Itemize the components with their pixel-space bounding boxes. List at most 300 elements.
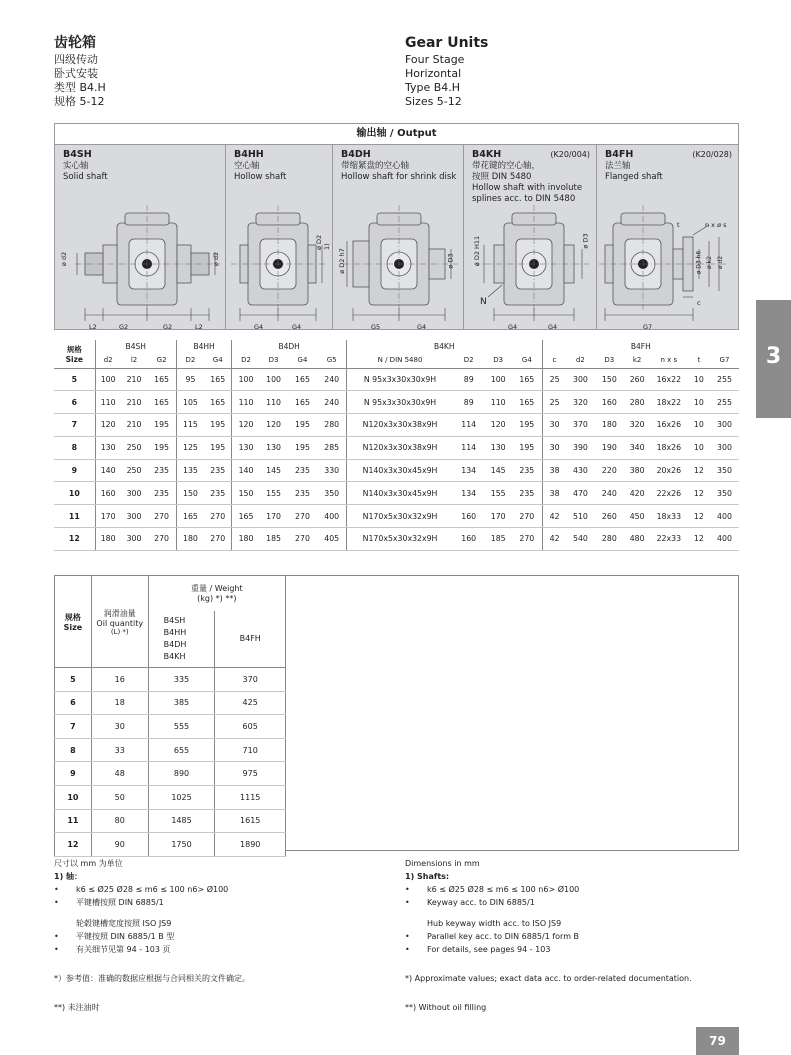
desc-cn: 带花键的空心轴，: [472, 161, 541, 171]
group-header: B4SH: [95, 340, 176, 352]
group-a-item: B4HH: [163, 627, 187, 637]
group-a-item: B4SH: [163, 615, 186, 625]
size-cell: 6: [55, 691, 92, 715]
weight-header-text: 重量 / Weight: [190, 584, 243, 594]
table-row: [55, 809, 286, 833]
dim-label: G7: [643, 323, 653, 331]
dim-label: ø d2: [212, 251, 221, 267]
dim-label: ø d2: [717, 255, 725, 270]
table-cell: 100: [232, 368, 260, 391]
table-row: [55, 738, 286, 762]
table-cell: 180: [232, 528, 260, 551]
dim-label: ø D3 h6: [695, 250, 703, 275]
table-cell: 165: [204, 368, 232, 391]
note-item: • k6 ≤ Ø25 Ø28 ≤ m6 ≤ 100 n6> Ø100: [54, 885, 229, 894]
table-cell: 235: [512, 459, 542, 482]
desc-en: Flanged shaft: [605, 172, 663, 182]
table-cell: 18x26: [650, 436, 688, 459]
table-cell: 710: [215, 738, 286, 762]
dim-label: G4: [548, 323, 558, 331]
weight-header-unit: (kg) *) **): [197, 594, 237, 604]
table-cell: 100: [260, 368, 288, 391]
table-cell: 20x26: [650, 459, 688, 482]
table-cell: 150: [176, 482, 204, 505]
table-cell: 280: [318, 414, 347, 437]
table-cell: 30: [542, 436, 566, 459]
panel-code: B4HH: [234, 149, 264, 160]
table-cell: 165: [232, 505, 260, 528]
panel-b4sh: [55, 145, 226, 330]
panel-code: B4FH: [605, 149, 634, 160]
table-row: [54, 436, 739, 459]
table-cell: 18: [91, 691, 148, 715]
table-cell: 255: [710, 368, 739, 391]
table-cell: 155: [260, 482, 288, 505]
column-header: D2: [232, 352, 260, 368]
table-cell: 195: [287, 436, 317, 459]
table-cell: 510: [567, 505, 595, 528]
dim-label: N: [480, 297, 487, 307]
note-text: 平键槽按照 DIN 6885/1: [76, 898, 164, 907]
table-cell: 16: [91, 668, 148, 692]
note-item: • Parallel key acc. to DIN 6885/1 form B: [405, 932, 580, 941]
unit-note: 尺寸以 mm 为单位: [54, 859, 123, 868]
star-note-2: **) Without oil filling: [405, 1003, 487, 1012]
table-cell: 255: [710, 391, 739, 414]
star-note-1: *) Approximate values; exact data acc. to order-related documentation.: [405, 974, 692, 983]
table-cell: 165: [512, 391, 542, 414]
table-cell: 270: [287, 528, 317, 551]
table-cell: 120: [95, 414, 121, 437]
table-cell: 270: [512, 505, 542, 528]
table-cell: 250: [121, 436, 148, 459]
panel-desc: [605, 161, 663, 183]
table-cell: 18x33: [650, 505, 688, 528]
table-cell: 10: [688, 414, 710, 437]
desc-en: Hollow shaft: [234, 172, 287, 182]
note-text: k6 ≤ Ø25 Ø28 ≤ m6 ≤ 100 n6> Ø100: [427, 885, 580, 894]
table-cell: 250: [121, 459, 148, 482]
table-cell: 240: [594, 482, 624, 505]
table-cell: 320: [567, 391, 595, 414]
subtitle-cn-4: 规格 5-12: [54, 95, 105, 108]
table-cell: 120: [232, 414, 260, 437]
subtitle-cn-3: 类型 B4.H: [54, 81, 106, 94]
column-header: N / DIN 5480: [346, 352, 453, 368]
note-item: • 有关细节见第 94 - 103 页: [54, 945, 171, 954]
subtitle-en-1: Four Stage: [405, 53, 465, 66]
table-cell: 1615: [215, 809, 286, 833]
table-cell: 1750: [148, 833, 215, 857]
panel-b4hh: [226, 145, 333, 330]
table-cell: 260: [594, 505, 624, 528]
table-cell: 110: [232, 391, 260, 414]
table-cell: 42: [542, 505, 566, 528]
table-cell: 160: [95, 482, 121, 505]
table-cell: 190: [594, 436, 624, 459]
table-cell: 370: [567, 414, 595, 437]
table-cell: 540: [567, 528, 595, 551]
dim-label: G4: [417, 323, 427, 331]
table-cell: 240: [318, 368, 347, 391]
table-cell: 22x33: [650, 528, 688, 551]
table-cell: 235: [147, 482, 176, 505]
size-cell: 5: [54, 368, 95, 391]
table-cell: 370: [215, 668, 286, 692]
table-cell: 300: [710, 414, 739, 437]
note-text: Keyway acc. to DIN 6885/1: [427, 898, 535, 907]
table-cell: 185: [484, 528, 512, 551]
weight-header: [148, 576, 285, 611]
table-cell: 605: [215, 715, 286, 739]
table-cell: 350: [318, 482, 347, 505]
table-cell: 195: [147, 414, 176, 437]
group-header: B4DH: [232, 340, 347, 352]
size-header: [54, 340, 95, 368]
table-cell: 140: [95, 459, 121, 482]
table-cell: 975: [215, 762, 286, 786]
table-cell: 1025: [148, 785, 215, 809]
table-cell: 115: [176, 414, 204, 437]
header-cn: [54, 34, 106, 109]
table-cell: 160: [594, 391, 624, 414]
table-cell: 165: [147, 368, 176, 391]
group-header: B4HH: [176, 340, 232, 352]
panel-desc: [472, 161, 582, 205]
table-cell: 95: [176, 368, 204, 391]
table-cell: N120x3x30x38x9H: [346, 436, 453, 459]
table-cell: 1115: [215, 785, 286, 809]
group-b-header: B4FH: [215, 611, 286, 668]
note-text: Parallel key acc. to DIN 6885/1 form B: [427, 932, 580, 941]
table-cell: 350: [710, 482, 739, 505]
panel-code: B4DH: [341, 149, 371, 160]
table-row: [55, 715, 286, 739]
size-cell: 8: [55, 738, 92, 762]
table-cell: 130: [484, 436, 512, 459]
table-cell: 210: [121, 391, 148, 414]
table-cell: 555: [148, 715, 215, 739]
table-cell: 42: [542, 528, 566, 551]
size-cell: 9: [55, 762, 92, 786]
column-header: d2: [95, 352, 121, 368]
desc-cn: 实心轴: [63, 161, 89, 171]
weight-table: [54, 575, 286, 857]
table-cell: N140x3x30x45x9H: [346, 459, 453, 482]
table-row: [55, 762, 286, 786]
table-row: [55, 691, 286, 715]
table-row: [54, 391, 739, 414]
title-cn: 齿轮箱: [54, 35, 96, 51]
table-cell: 235: [512, 482, 542, 505]
size-header-en: Size: [63, 622, 83, 632]
dim-label: ø k2: [705, 256, 713, 269]
table-cell: 160: [453, 505, 484, 528]
dim-label: n x ø s: [705, 221, 727, 229]
table-row: [54, 414, 739, 437]
dim-label: c: [697, 299, 701, 307]
table-cell: N170x5x30x32x9H: [346, 505, 453, 528]
table-cell: 170: [484, 505, 512, 528]
weight-table-blank-area: [286, 575, 739, 851]
table-cell: 180: [95, 528, 121, 551]
table-cell: N 95x3x30x30x9H: [346, 368, 453, 391]
table-cell: 185: [260, 528, 288, 551]
table-cell: 38: [542, 482, 566, 505]
table-cell: 300: [121, 482, 148, 505]
table-cell: 235: [147, 459, 176, 482]
size-cell: 6: [54, 391, 95, 414]
star-note-2: **) 未注油时: [54, 1003, 100, 1012]
column-header: G2: [147, 352, 176, 368]
output-title: 输出轴 / Output: [55, 124, 738, 145]
table-cell: 180: [594, 414, 624, 437]
desc-en-2: splines acc. to DIN 5480: [472, 194, 576, 204]
table-cell: 425: [215, 691, 286, 715]
shaft-title: 1) Shafts:: [405, 872, 450, 881]
group-a-item: B4DH: [163, 639, 187, 649]
dim-label: ø D2 h7: [337, 248, 346, 274]
column-header: D3: [484, 352, 512, 368]
table-cell: 195: [204, 436, 232, 459]
column-header: D3: [260, 352, 288, 368]
dim-label: L2: [195, 323, 203, 331]
size-cell: 7: [54, 414, 95, 437]
dim-label: ø d2: [60, 251, 69, 267]
table-cell: 270: [147, 528, 176, 551]
table-cell: N120x3x30x38x9H: [346, 414, 453, 437]
note-item: • For details, see pages 94 - 103: [405, 945, 551, 954]
output-box: [54, 123, 739, 330]
dim-label: G4: [292, 323, 302, 331]
title-en: Gear Units: [405, 35, 489, 51]
table-cell: 100: [484, 368, 512, 391]
panel-desc: [234, 161, 286, 183]
column-header: n x s: [650, 352, 688, 368]
table-cell: 210: [121, 368, 148, 391]
subtitle-en-2: Horizontal: [405, 67, 462, 80]
table-row: [54, 528, 739, 551]
note-text: For details, see pages 94 - 103: [427, 945, 551, 954]
note-text: 平键按照 DIN 6885/1 B 型: [76, 932, 175, 941]
table-cell: 80: [91, 809, 148, 833]
table-cell: 450: [624, 505, 650, 528]
table-cell: 89: [453, 391, 484, 414]
table-cell: 430: [567, 459, 595, 482]
note-item: • 平键按照 DIN 6885/1 B 型: [54, 932, 175, 941]
table-cell: 480: [624, 528, 650, 551]
table-cell: 12: [688, 459, 710, 482]
table-cell: 270: [204, 505, 232, 528]
subtitle-en-3: Type B4.H: [405, 81, 461, 94]
table-cell: 335: [148, 668, 215, 692]
table-cell: 25: [542, 368, 566, 391]
group-a-item: B4KH: [163, 651, 186, 661]
panel-b4dh: [333, 145, 464, 330]
dim-label: G4: [508, 323, 518, 331]
star-note-1: *）参考值：准确的数据应根据与合同相关的文件确定。: [54, 974, 250, 983]
size-cell: 11: [54, 505, 95, 528]
size-cell: 10: [54, 482, 95, 505]
table-cell: 12: [688, 482, 710, 505]
table-cell: 300: [121, 528, 148, 551]
table-cell: 30: [91, 715, 148, 739]
desc-en: Hollow shaft for shrink disk: [341, 172, 457, 182]
panel-note: (K20/028): [692, 150, 732, 159]
table-cell: 280: [624, 391, 650, 414]
group-header: B4KH: [346, 340, 542, 352]
table-cell: 270: [204, 528, 232, 551]
subtitle-cn-2: 卧式安装: [54, 67, 98, 80]
dim-label: G4: [254, 323, 264, 331]
table-cell: 120: [484, 414, 512, 437]
column-header: D3: [594, 352, 624, 368]
panel-desc: [63, 161, 108, 183]
table-cell: 120: [260, 414, 288, 437]
table-cell: 50: [91, 785, 148, 809]
dimension-table: [54, 340, 739, 551]
oil-header-en: Oil quantity: [96, 618, 144, 628]
table-cell: 135: [176, 459, 204, 482]
desc-en: Solid shaft: [63, 172, 108, 182]
dim-label: G2: [163, 323, 173, 331]
table-row: [54, 482, 739, 505]
table-cell: 130: [260, 436, 288, 459]
note-text: k6 ≤ Ø25 Ø28 ≤ m6 ≤ 100 n6> Ø100: [76, 885, 229, 894]
panel-code: B4SH: [63, 149, 92, 160]
table-cell: 240: [318, 391, 347, 414]
column-header: D2: [176, 352, 204, 368]
table-cell: 420: [624, 482, 650, 505]
table-cell: 350: [710, 459, 739, 482]
oil-header-unit: (L) *): [110, 627, 129, 636]
table-cell: 30: [542, 414, 566, 437]
table-cell: 195: [147, 436, 176, 459]
shaft-title: 1) 轴：: [54, 872, 83, 881]
size-cell: 10: [55, 785, 92, 809]
note-item: • 平键槽按照 DIN 6885/1: [54, 898, 164, 907]
size-cell: 9: [54, 459, 95, 482]
table-cell: 165: [204, 391, 232, 414]
table-cell: 38: [542, 459, 566, 482]
table-cell: 400: [710, 505, 739, 528]
table-cell: 195: [287, 414, 317, 437]
table-cell: 22x26: [650, 482, 688, 505]
table-cell: 270: [512, 528, 542, 551]
table-cell: 12: [688, 505, 710, 528]
table-cell: 105: [176, 391, 204, 414]
note-text: 轮毂键槽宽度按照 ISO JS9: [76, 919, 172, 928]
size-header-cn: 规格: [66, 344, 82, 354]
column-header: G7: [710, 352, 739, 368]
note-item: [54, 917, 384, 930]
size-cell: 7: [55, 715, 92, 739]
column-header: G4: [512, 352, 542, 368]
dim-label: ø D2 H11: [473, 235, 482, 267]
panel-desc: [341, 161, 456, 183]
table-cell: 380: [624, 459, 650, 482]
table-cell: N170x5x30x32x9H: [346, 528, 453, 551]
table-cell: 18x22: [650, 391, 688, 414]
table-cell: 100: [95, 368, 121, 391]
table-cell: 145: [260, 459, 288, 482]
table-row: [54, 505, 739, 528]
panel-note: (K20/004): [550, 150, 590, 159]
desc-cn-2: 按照 DIN 5480: [472, 172, 532, 182]
table-row: [54, 368, 739, 391]
oil-header: [91, 576, 148, 668]
size-header-cn: 规格: [64, 612, 81, 622]
table-cell: 140: [232, 459, 260, 482]
size-cell: 8: [54, 436, 95, 459]
note-item: • Keyway acc. to DIN 6885/1: [405, 898, 535, 907]
panel-b4kh: [464, 145, 597, 330]
table-cell: 25: [542, 391, 566, 414]
table-cell: 195: [204, 414, 232, 437]
table-cell: 125: [176, 436, 204, 459]
table-cell: 145: [484, 459, 512, 482]
table-cell: 285: [318, 436, 347, 459]
dim-label: ø D3: [581, 233, 590, 249]
note-text: 有关细节见第 94 - 103 页: [76, 945, 171, 954]
column-header: D2: [453, 352, 484, 368]
notes-en: [405, 857, 739, 1014]
size-header: [55, 576, 92, 668]
table-cell: 134: [453, 459, 484, 482]
dim-label: G2: [119, 323, 129, 331]
table-cell: 165: [147, 391, 176, 414]
table-cell: 300: [121, 505, 148, 528]
note-item: • k6 ≤ Ø25 Ø28 ≤ m6 ≤ 100 n6> Ø100: [405, 885, 580, 894]
table-row: [55, 785, 286, 809]
column-header: d2: [567, 352, 595, 368]
size-cell: 12: [55, 833, 92, 857]
note-item: [405, 917, 739, 930]
table-cell: 16x26: [650, 414, 688, 437]
table-cell: 1485: [148, 809, 215, 833]
table-cell: 150: [232, 482, 260, 505]
desc-en: Hollow shaft with involute: [472, 183, 583, 193]
desc-cn: 带缩紧盘的空心轴: [341, 161, 410, 171]
table-cell: 165: [287, 391, 317, 414]
table-cell: 235: [287, 482, 317, 505]
table-cell: 210: [121, 414, 148, 437]
table-cell: 110: [484, 391, 512, 414]
size-header-en: Size: [65, 354, 84, 364]
table-cell: 114: [453, 414, 484, 437]
table-cell: 300: [710, 436, 739, 459]
panel-code: B4KH: [472, 149, 502, 160]
table-cell: 385: [148, 691, 215, 715]
table-cell: 89: [453, 368, 484, 391]
table-cell: 110: [260, 391, 288, 414]
table-cell: 270: [147, 505, 176, 528]
table-cell: 10: [688, 436, 710, 459]
size-cell: 12: [54, 528, 95, 551]
table-cell: 260: [624, 368, 650, 391]
table-cell: 1890: [215, 833, 286, 857]
table-row: [55, 668, 286, 692]
table-cell: 280: [594, 528, 624, 551]
column-header: G4: [287, 352, 317, 368]
group-a-header: [148, 611, 215, 668]
table-row: [54, 459, 739, 482]
desc-cn: 法兰轴: [605, 161, 631, 171]
table-cell: 110: [95, 391, 121, 414]
table-cell: 405: [318, 528, 347, 551]
table-cell: 160: [453, 528, 484, 551]
desc-cn: 空心轴: [234, 161, 260, 171]
